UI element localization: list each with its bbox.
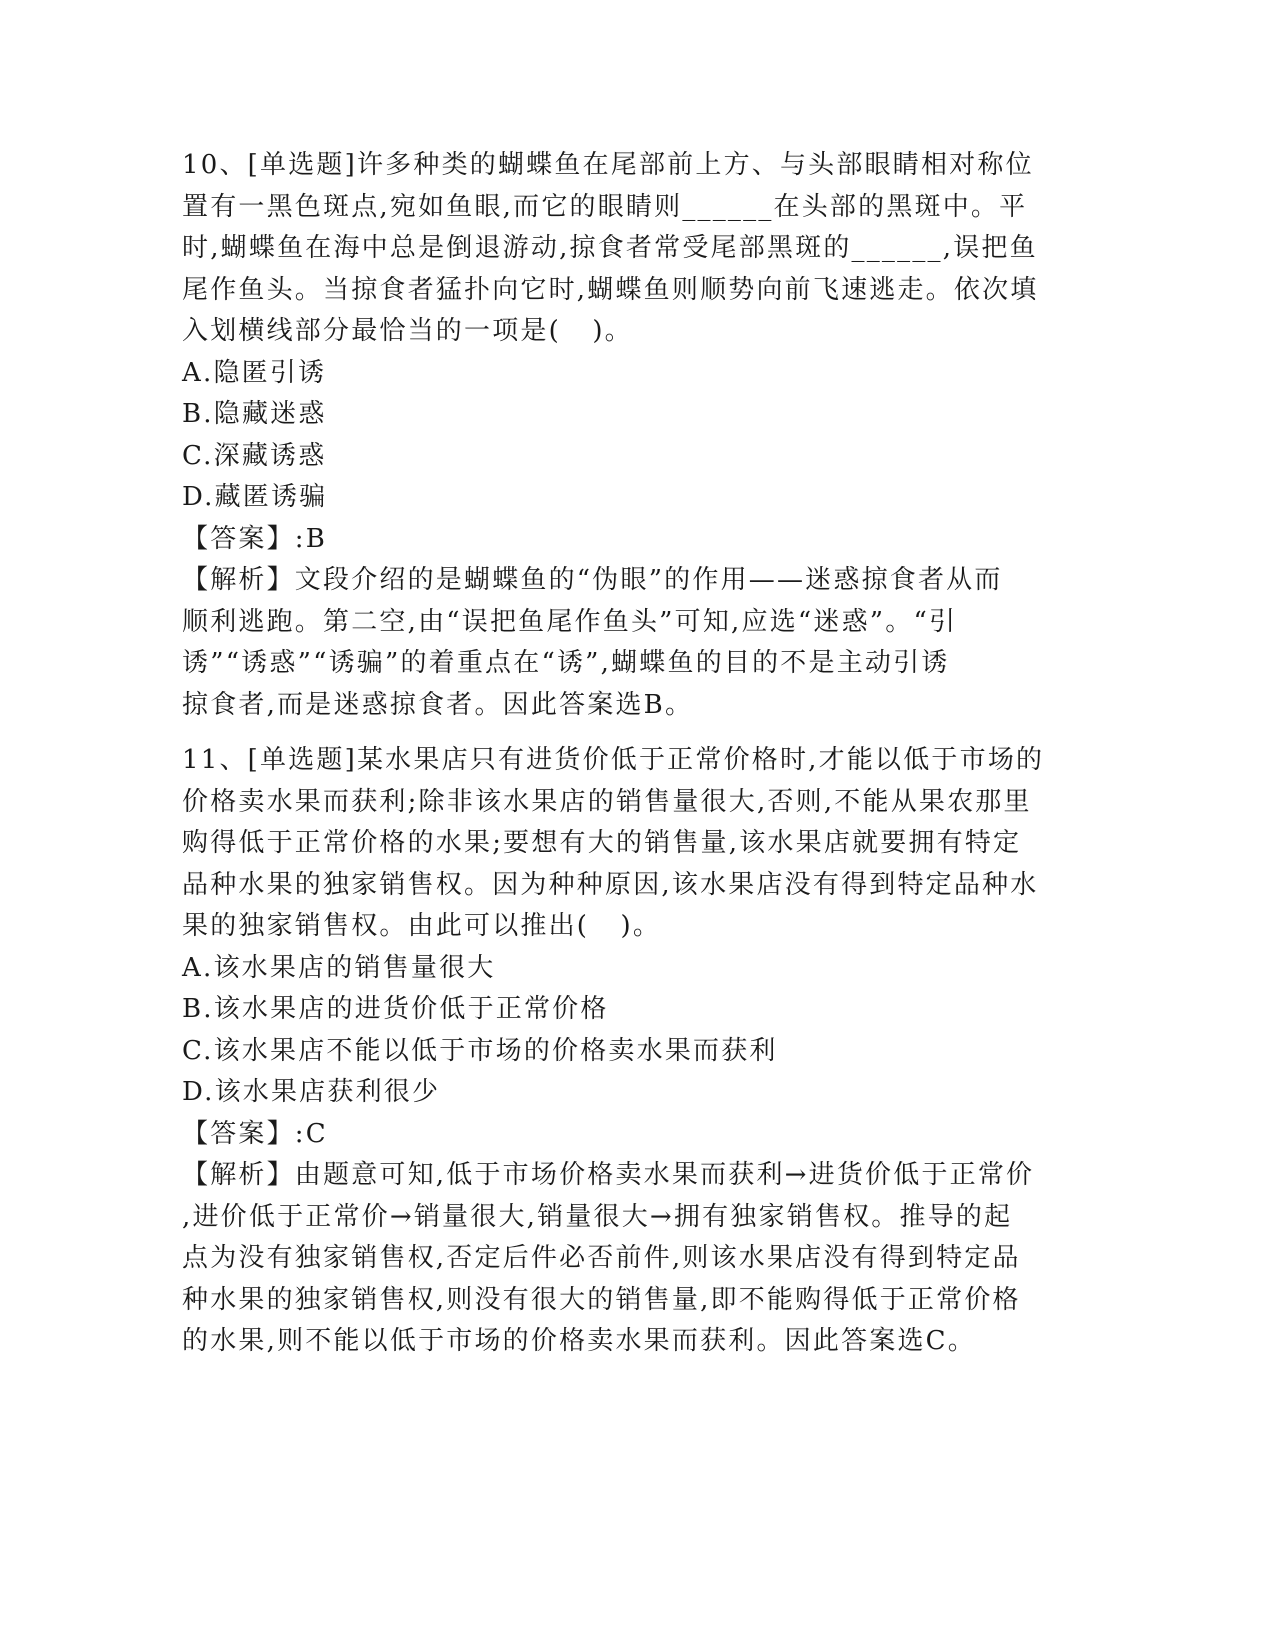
option-a: A.该水果店的销售量很大 <box>182 952 496 983</box>
stem-line: 果的独家销售权。由此可以推出( )。 <box>182 911 662 941</box>
analysis-line: 【解析】由题意可知,低于市场价格卖水果而获利→进货价低于正常价 <box>182 1160 1035 1190</box>
option-d: D.该水果店获利很少 <box>182 1077 441 1107</box>
option-a: A.隐匿引诱 <box>182 357 327 388</box>
question-stem <box>182 145 1082 353</box>
stem-line: 11、[单选题]某水果店只有进货价低于正常价格时,才能以低于市场的 <box>182 745 1045 775</box>
stem-line: 尾作鱼头。当掠食者猛扑向它时,蝴蝶鱼则顺势向前飞速逃走。依次填 <box>182 274 1039 305</box>
analysis-line: ,进价低于正常价→销量很大,销量很大→拥有独家销售权。推导的起 <box>182 1201 1013 1232</box>
analysis-line: 点为没有独家销售权,否定后件必否前件,则该水果店没有得到特定品 <box>182 1243 1021 1273</box>
analysis <box>182 1155 1082 1363</box>
option-list <box>182 353 1082 519</box>
answer-line: 【答案】:C <box>182 1118 328 1149</box>
analysis-line: 种水果的独家销售权,则没有很大的销售量,即不能购得低于正常价格 <box>182 1284 1021 1315</box>
question-spacer <box>182 726 1082 740</box>
stem-line: 时,蝴蝶鱼在海中总是倒退游动,掠食者常受尾部黑斑的______,误把鱼 <box>182 233 1038 263</box>
analysis <box>182 560 1082 726</box>
analysis-line: 【解析】文段介绍的是蝴蝶鱼的“伪眼”的作用——迷惑掠食者从而 <box>182 565 1003 595</box>
option-b: B.隐藏迷惑 <box>182 399 327 429</box>
stem-line: 置有一黑色斑点,宛如鱼眼,而它的眼睛则______在头部的黑斑中。平 <box>182 191 1028 222</box>
question-stem <box>182 740 1082 948</box>
stem-line: 购得低于正常价格的水果;要想有大的销售量,该水果店就要拥有特定 <box>182 828 1022 858</box>
option-c: C.该水果店不能以低于市场的价格卖水果而获利 <box>182 1035 778 1066</box>
stem-line: 入划横线部分最恰当的一项是( )。 <box>182 316 633 346</box>
option-d: D.藏匿诱骗 <box>182 482 328 512</box>
stem-line: 品种水果的独家销售权。因为种种原因,该水果店没有得到特定品种水 <box>182 869 1039 900</box>
analysis-line: 诱”“诱惑”“诱骗”的着重点在“诱”,蝴蝶鱼的目的不是主动引诱 <box>182 648 950 678</box>
option-c: C.深藏诱惑 <box>182 440 327 471</box>
question-10 <box>182 145 1082 726</box>
analysis-line: 的水果,则不能以低于市场的价格卖水果而获利。因此答案选C。 <box>182 1326 976 1356</box>
answer-line: 【答案】:B <box>182 523 328 554</box>
analysis-line: 顺利逃跑。第二空,由“误把鱼尾作鱼头”可知,应选“迷惑”。“引 <box>182 606 958 637</box>
document-page <box>182 145 1082 1363</box>
option-b: B.该水果店的进货价低于正常价格 <box>182 994 609 1024</box>
stem-line: 价格卖水果而获利;除非该水果店的销售量很大,否则,不能从果农那里 <box>182 786 1032 817</box>
stem-line: 10、[单选题]许多种类的蝴蝶鱼在尾部前上方、与头部眼睛相对称位 <box>182 150 1034 180</box>
option-list <box>182 948 1082 1114</box>
analysis-line: 掠食者,而是迷惑掠食者。因此答案选B。 <box>182 689 694 720</box>
question-11 <box>182 740 1082 1363</box>
